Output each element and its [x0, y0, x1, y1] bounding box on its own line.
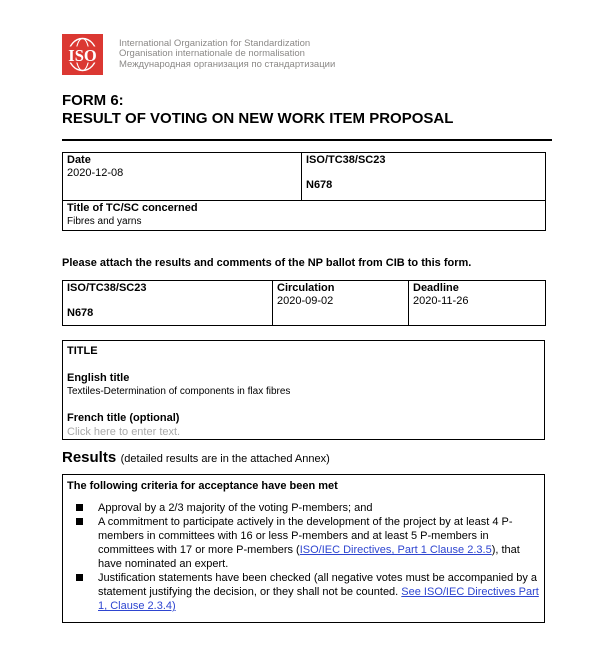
criteria-text: ), that have nominated an expert. — [98, 544, 520, 570]
date-value: 2020-12-08 — [67, 167, 124, 179]
list-item — [76, 501, 540, 515]
french-title-input-placeholder[interactable]: Click here to enter text. — [67, 426, 181, 438]
circulation-cell — [273, 281, 409, 326]
attach-note: Please attach the results and comments of the NP ballot from CIB to this form. — [62, 257, 472, 269]
criteria-text: Approval by a 2/3 majority of the voting P-members; and — [98, 502, 373, 514]
header-divider — [62, 139, 552, 141]
results-box — [62, 474, 545, 623]
committee-cell — [302, 153, 546, 201]
list-item — [76, 571, 540, 613]
ballot-committee-cell — [63, 281, 273, 326]
ballot-document-number: N678 — [67, 307, 94, 319]
iso-header — [62, 0, 545, 75]
form-name: RESULT OF VOTING ON NEW WORK ITEM PROPOSAL — [62, 110, 454, 127]
results-note: (detailed results are in the attached Annex) — [120, 453, 330, 465]
bullet-square-icon — [76, 574, 83, 581]
iso-logo-text: ISO — [68, 46, 97, 65]
org-line-fr: Organisation internationale de normalisation — [119, 48, 305, 60]
table-row — [63, 281, 546, 326]
directives-clause-235-link[interactable]: ISO/IEC Directives, Part 1 Clause 2.3.5 — [299, 544, 492, 556]
org-name-lines — [119, 39, 335, 71]
iso-globe-icon — [62, 34, 103, 75]
french-title-label: French title (optional) — [67, 412, 180, 424]
criteria-text: Justification statements have been checked (all negative votes must be accompanied by a statement justifying the decision, or they shall not be counted. — [98, 572, 538, 598]
tc-title-label: Title of TC/SC concerned — [67, 202, 198, 214]
deadline-date: 2020-11-26 — [413, 295, 469, 307]
deadline-cell — [409, 281, 546, 326]
circulation-label: Circulation — [277, 282, 335, 294]
bullet-square-icon — [76, 518, 83, 525]
date-label: Date — [67, 154, 91, 166]
results-heading — [62, 449, 545, 467]
committee-ref: ISO/TC38/SC23 — [306, 154, 386, 166]
results-title: Results — [62, 449, 117, 466]
deadline-label: Deadline — [413, 282, 459, 294]
ballot-committee-ref: ISO/TC38/SC23 — [67, 282, 147, 294]
table-row — [63, 201, 546, 231]
table-row — [63, 153, 546, 201]
org-line-ru: Международная организация по стандартизации — [119, 58, 336, 70]
tc-title-cell — [63, 201, 546, 231]
directives-clause-234-link[interactable]: See ISO/IEC Directives Part 1, Clause 2.3.4) — [98, 586, 539, 612]
circulation-date: 2020-09-02 — [277, 295, 334, 307]
org-line-en: International Organization for Standardization — [119, 37, 311, 49]
criteria-text: A commitment to participate actively in the development of the project by at least 4 P-members in committees with 16 or less P-members and at least 5 P-members in committees with 17 or more P-members ( — [98, 516, 513, 556]
form-number: FORM 6: — [62, 92, 124, 109]
criteria-heading: The following criteria for acceptance have been met — [67, 480, 338, 492]
title-box-heading: TITLE — [67, 345, 98, 357]
ballot-table — [62, 280, 546, 326]
info-table — [62, 152, 546, 231]
english-title-value: Textiles-Determination of components in flax fibres — [67, 386, 291, 397]
iso-logo — [62, 34, 103, 75]
date-cell — [63, 153, 302, 201]
form-title — [62, 92, 545, 128]
tc-title-value: Fibres and yarns — [67, 216, 142, 227]
bullet-square-icon — [76, 504, 83, 511]
list-item — [76, 515, 540, 571]
document-number: N678 — [306, 179, 333, 191]
english-title-label: English title — [67, 372, 130, 384]
title-box — [62, 340, 545, 440]
criteria-list — [67, 501, 540, 613]
